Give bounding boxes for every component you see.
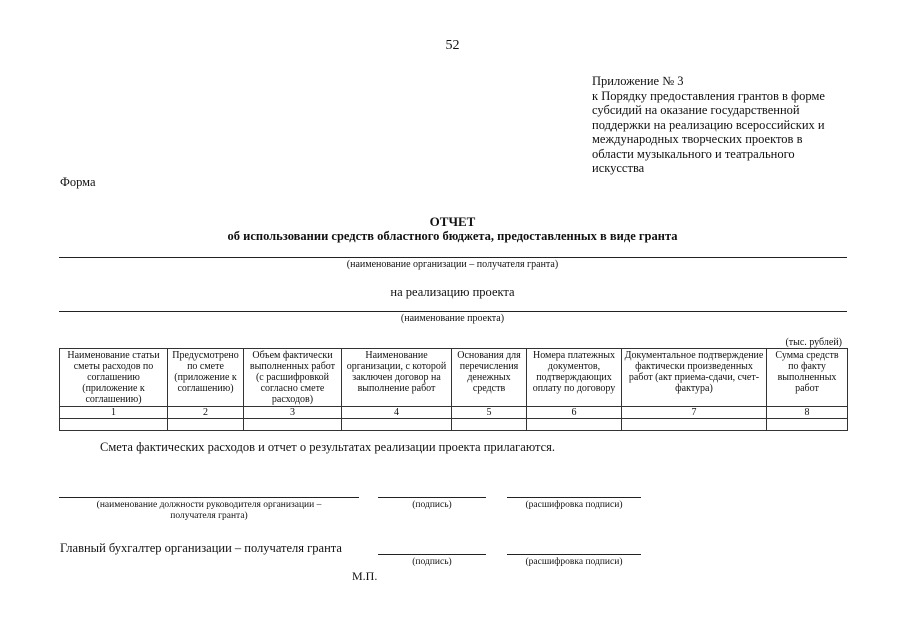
form-label: Форма <box>60 175 96 189</box>
accountant-label: Главный бухгалтер организации – получателя гранта <box>60 541 342 555</box>
column-number: 1 <box>60 407 168 419</box>
appendix-line: поддержки на реализацию всероссийских и <box>592 117 825 132</box>
table-cell <box>60 419 168 431</box>
column-header: Наименование статьи сметы расходов по соглашению (приложение к соглашению) <box>60 349 168 407</box>
units-label: (тыс. рублей) <box>785 337 842 348</box>
report-title: ОТЧЕТ <box>429 214 476 229</box>
table-cell <box>168 419 244 431</box>
org-name-line <box>59 257 847 258</box>
project-name-line <box>59 311 847 312</box>
column-number: 3 <box>244 407 342 419</box>
table-cell <box>527 419 622 431</box>
report-subtitle: об использовании средств областного бюджета, предоставленных в виде гранта <box>227 229 678 243</box>
page-number: 52 <box>445 38 460 53</box>
stamp-label: М.П. <box>352 569 378 583</box>
accountant-decoding-line <box>507 554 641 555</box>
column-number: 2 <box>168 407 244 419</box>
project-name-caption: (наименование проекта) <box>400 313 505 324</box>
appendix-line: международных творческих проектов в <box>592 132 803 146</box>
table-cell <box>342 419 452 431</box>
table-cell <box>452 419 527 431</box>
column-header: Предусмотрено по смете (приложение к соглашению) <box>168 349 244 407</box>
column-number: 5 <box>452 407 527 419</box>
report-table <box>59 348 848 431</box>
table-cell <box>244 419 342 431</box>
table-header-row <box>60 349 848 407</box>
column-header: Объем фактически выполненных работ (с расшифровкой согласно смете расходов) <box>244 349 342 407</box>
appendix-line: области музыкального и театрального <box>592 146 795 161</box>
table-cell <box>767 419 848 431</box>
appendix-line: субсидий на оказание государственной <box>592 103 800 117</box>
appendix-line: Приложение № 3 <box>592 74 684 88</box>
table-row <box>60 419 848 431</box>
accountant-signature-caption: (подпись) <box>412 557 452 567</box>
project-text: на реализацию проекта <box>390 285 515 299</box>
accountant-signature-line <box>378 554 486 555</box>
column-number-row <box>60 407 848 419</box>
org-name-caption: (наименование организации – получателя гранта) <box>346 259 559 270</box>
column-number: 4 <box>342 407 452 419</box>
appendix-note <box>592 74 852 176</box>
attachment-text: Смета фактических расходов и отчет о результатах реализации проекта прилагаются. <box>100 440 556 454</box>
head-decoding-caption: (расшифровка подписи) <box>525 500 623 510</box>
column-header: Документальное подтверждение фактически произведенных работ (акт приема-сдачи, счет-фактура) <box>622 349 767 407</box>
table-cell <box>622 419 767 431</box>
column-number: 7 <box>622 407 767 419</box>
head-signature-caption: (подпись) <box>412 500 452 510</box>
head-position-line <box>59 497 359 498</box>
accountant-decoding-caption: (расшифровка подписи) <box>525 557 623 567</box>
column-header: Номера платежных документов, подтверждающих оплату по договору <box>527 349 622 407</box>
head-signature-line <box>378 497 486 498</box>
column-number: 8 <box>767 407 848 419</box>
column-header: Основания для перечисления денежных средств <box>452 349 527 407</box>
column-number: 6 <box>527 407 622 419</box>
column-header: Наименование организации, с которой заключен договор на выполнение работ <box>342 349 452 407</box>
column-header: Сумма средств по факту выполненных работ <box>767 349 848 407</box>
appendix-line: искусства <box>592 161 645 175</box>
head-position-caption: (наименование должности руководителя организации – получателя гранта) <box>96 500 322 521</box>
appendix-line: к Порядку предоставления грантов в форме <box>592 88 825 103</box>
head-decoding-line <box>507 497 641 498</box>
